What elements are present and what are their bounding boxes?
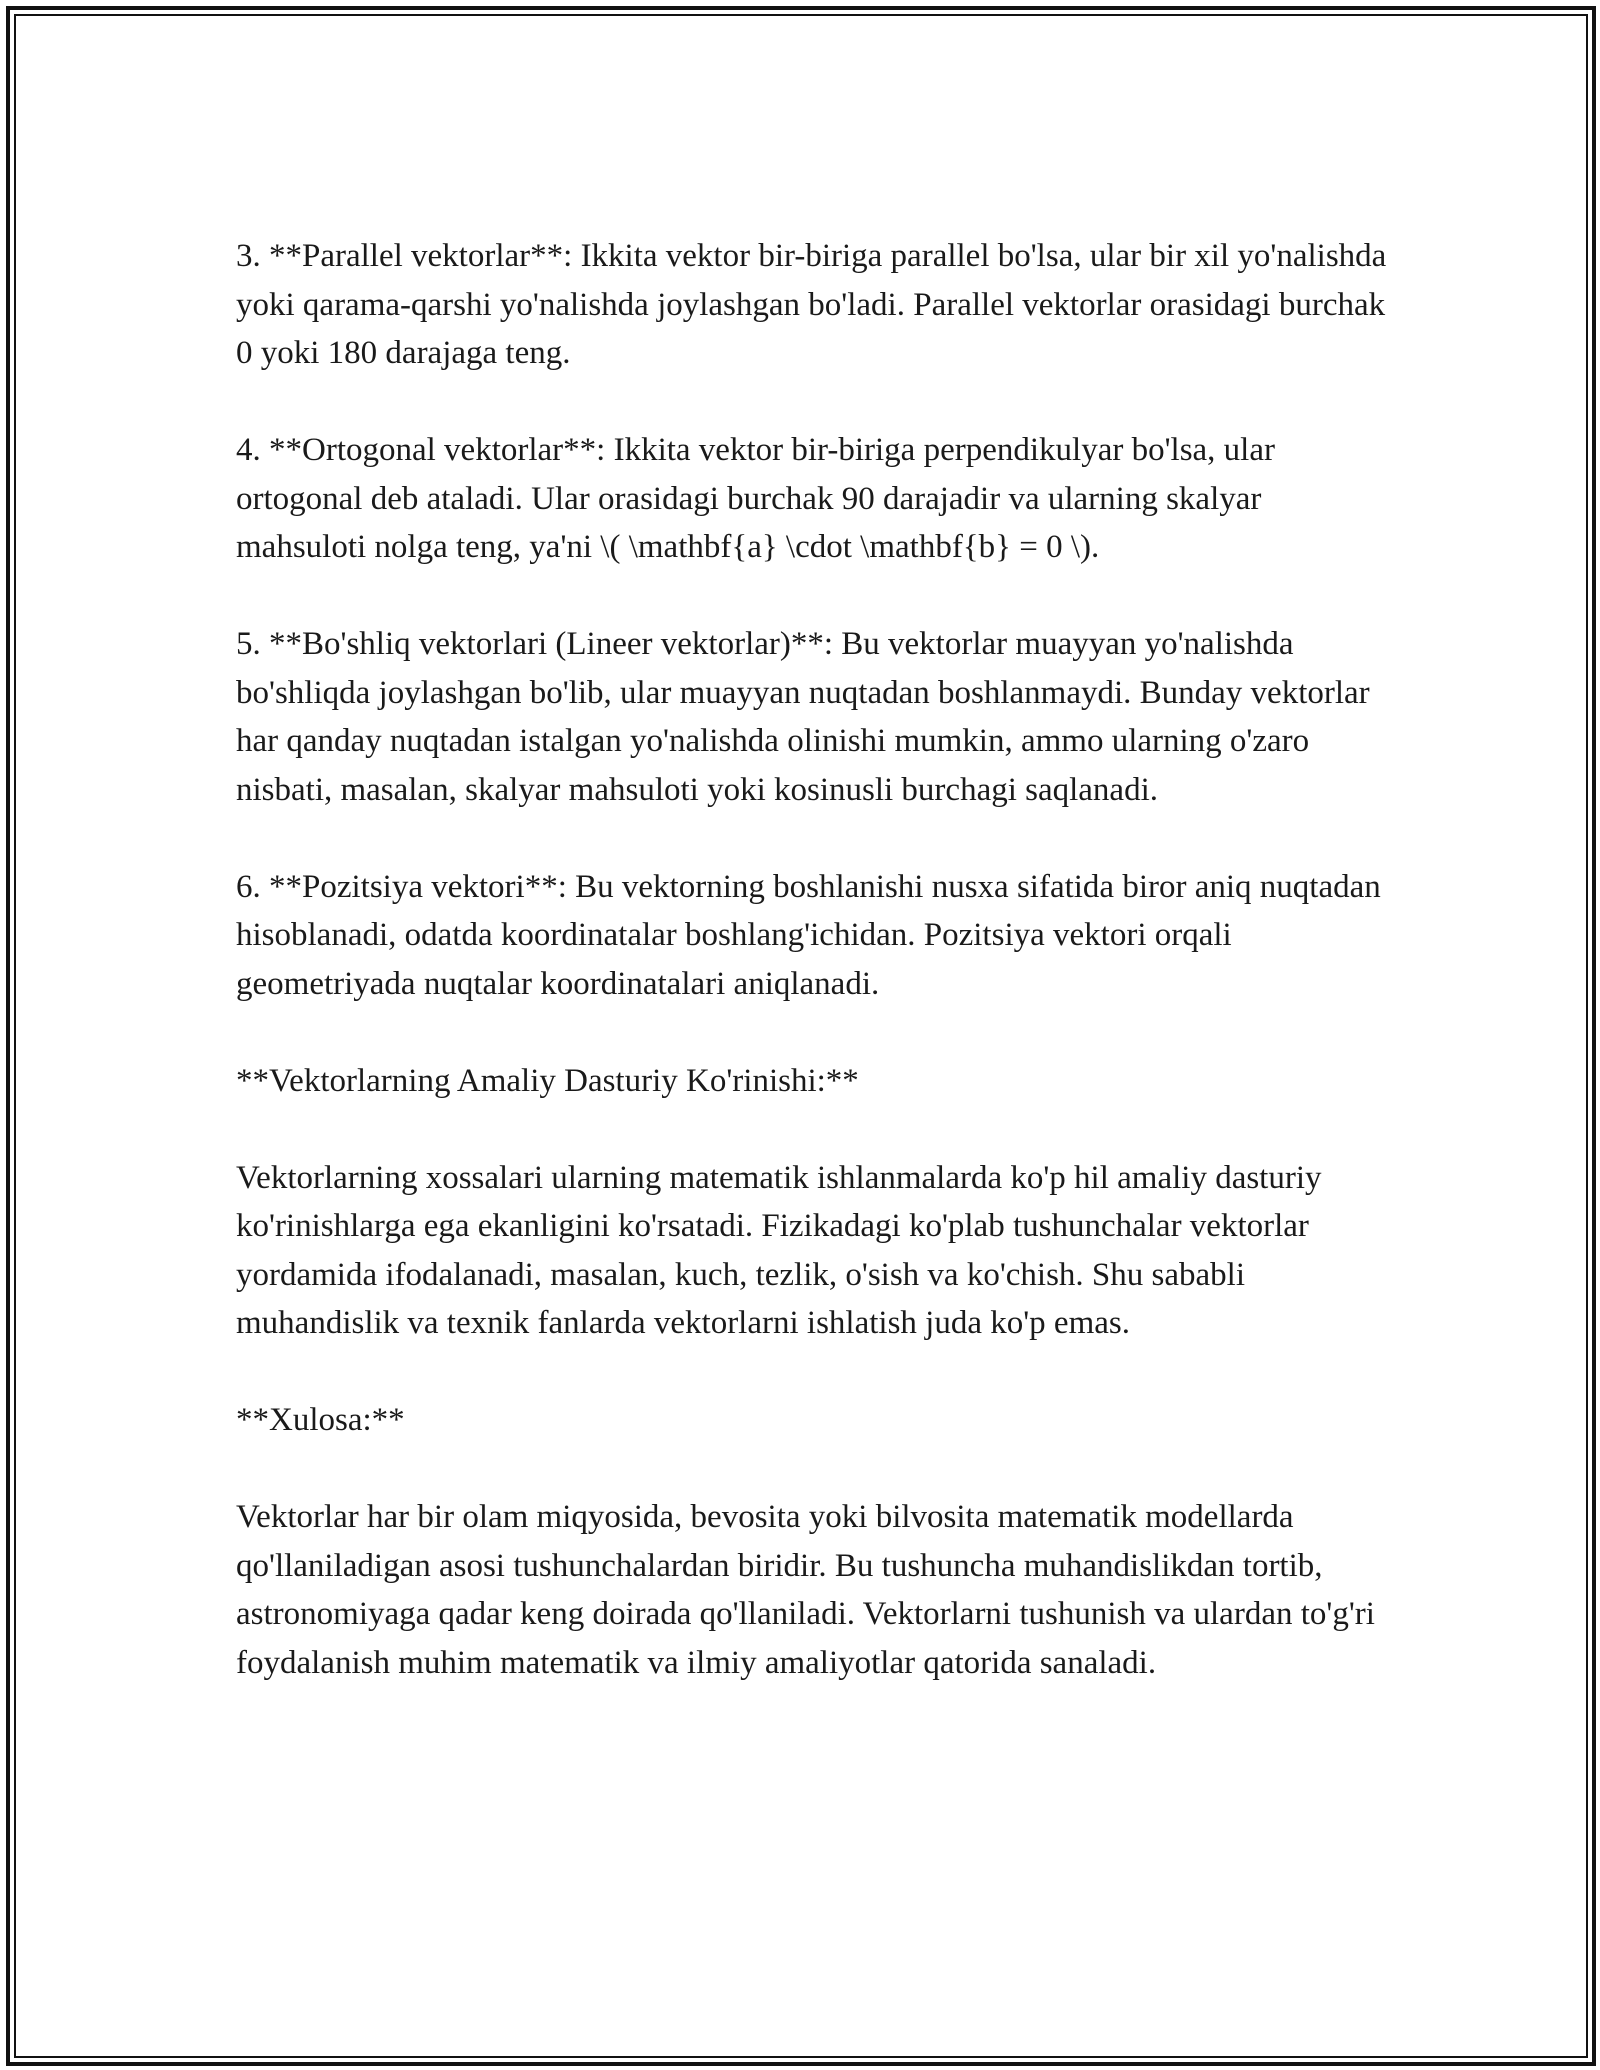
paragraph-space-vectors: 5. **Bo'shliq vektorlari (Lineer vektorlar)**: Bu vektorlar muayyan yo'nalishda bo'shliqda joylashgan bo'lib, ular muayyan nuqtadan boshlanmaydi. Bunday vektorlar har qanday nuqtadan istalgan yo'nalishda olinishi mumkin, ammo ularning o'zaro nisbati, masalan, skalyar mahsuloti yoki kosinusli burchagi saqlanadi. [236, 626, 1370, 808]
paragraph-position-vector: 6. **Pozitsiya vektori**: Bu vektorning boshlanishi nusxa sifatida biror aniq nuqtadan hisoblanadi, odatda koordinatalar boshlang'ichidan. Pozitsiya vektori orqali geometriyada nuqtalar koordinatalari aniqlanadi. [236, 868, 1381, 1002]
paragraph-parallel-vectors: 3. **Parallel vektorlar**: Ikkita vektor bir-biriga parallel bo'lsa, ular bir xil yo'nalishda yoki qarama-qarshi yo'nalishda joylashgan bo'ladi. Parallel vektorlar orasidagi burchak 0 yoki 180 darajaga teng. [236, 238, 1387, 371]
paragraph-conclusion: Vektorlar har bir olam miqyosida, bevosita yoki bilvosita matematik modellarda qo'llaniladigan asosi tushunchalardan biridir. Bu tushuncha muhandislikdan tortib, astronomiyaga qadar keng doirada qo'llaniladi. Vektorlarni tushunish va ulardan to'g'ri foydalanish muhim matematik va ilmiy amaliyotlar qatorida sanaladi. [236, 1499, 1375, 1681]
section-heading-applications: **Vektorlarning Amaliy Dasturiy Ko'rinishi:** [236, 1062, 859, 1099]
paragraph-applications: Vektorlarning xossalari ularning matematik ishlanmalarda ko'p hil amaliy dasturiy ko'rinishlarga ega ekanligini ko'rsatadi. Fizikadagi ko'plab tushunchalar vektorlar yordamida ifodalanadi, masalan, kuch, tezlik, o'sish va ko'chish. Shu sababli muhandislik va texnik fanlarda vektorlarni ishlatish juda ko'p emas. [236, 1159, 1322, 1341]
document-body [236, 232, 1396, 1687]
paragraph-orthogonal-vectors: 4. **Ortogonal vektorlar**: Ikkita vektor bir-biriga perpendikulyar bo'lsa, ular ortogonal deb ataladi. Ular orasidagi burchak 90 darajadir va ularning skalyar mahsuloti nolga teng, ya'ni \( \mathbf{a} \cdot \mathbf{b} = 0 \). [236, 432, 1275, 565]
section-heading-conclusion: **Xulosa:** [236, 1402, 405, 1438]
